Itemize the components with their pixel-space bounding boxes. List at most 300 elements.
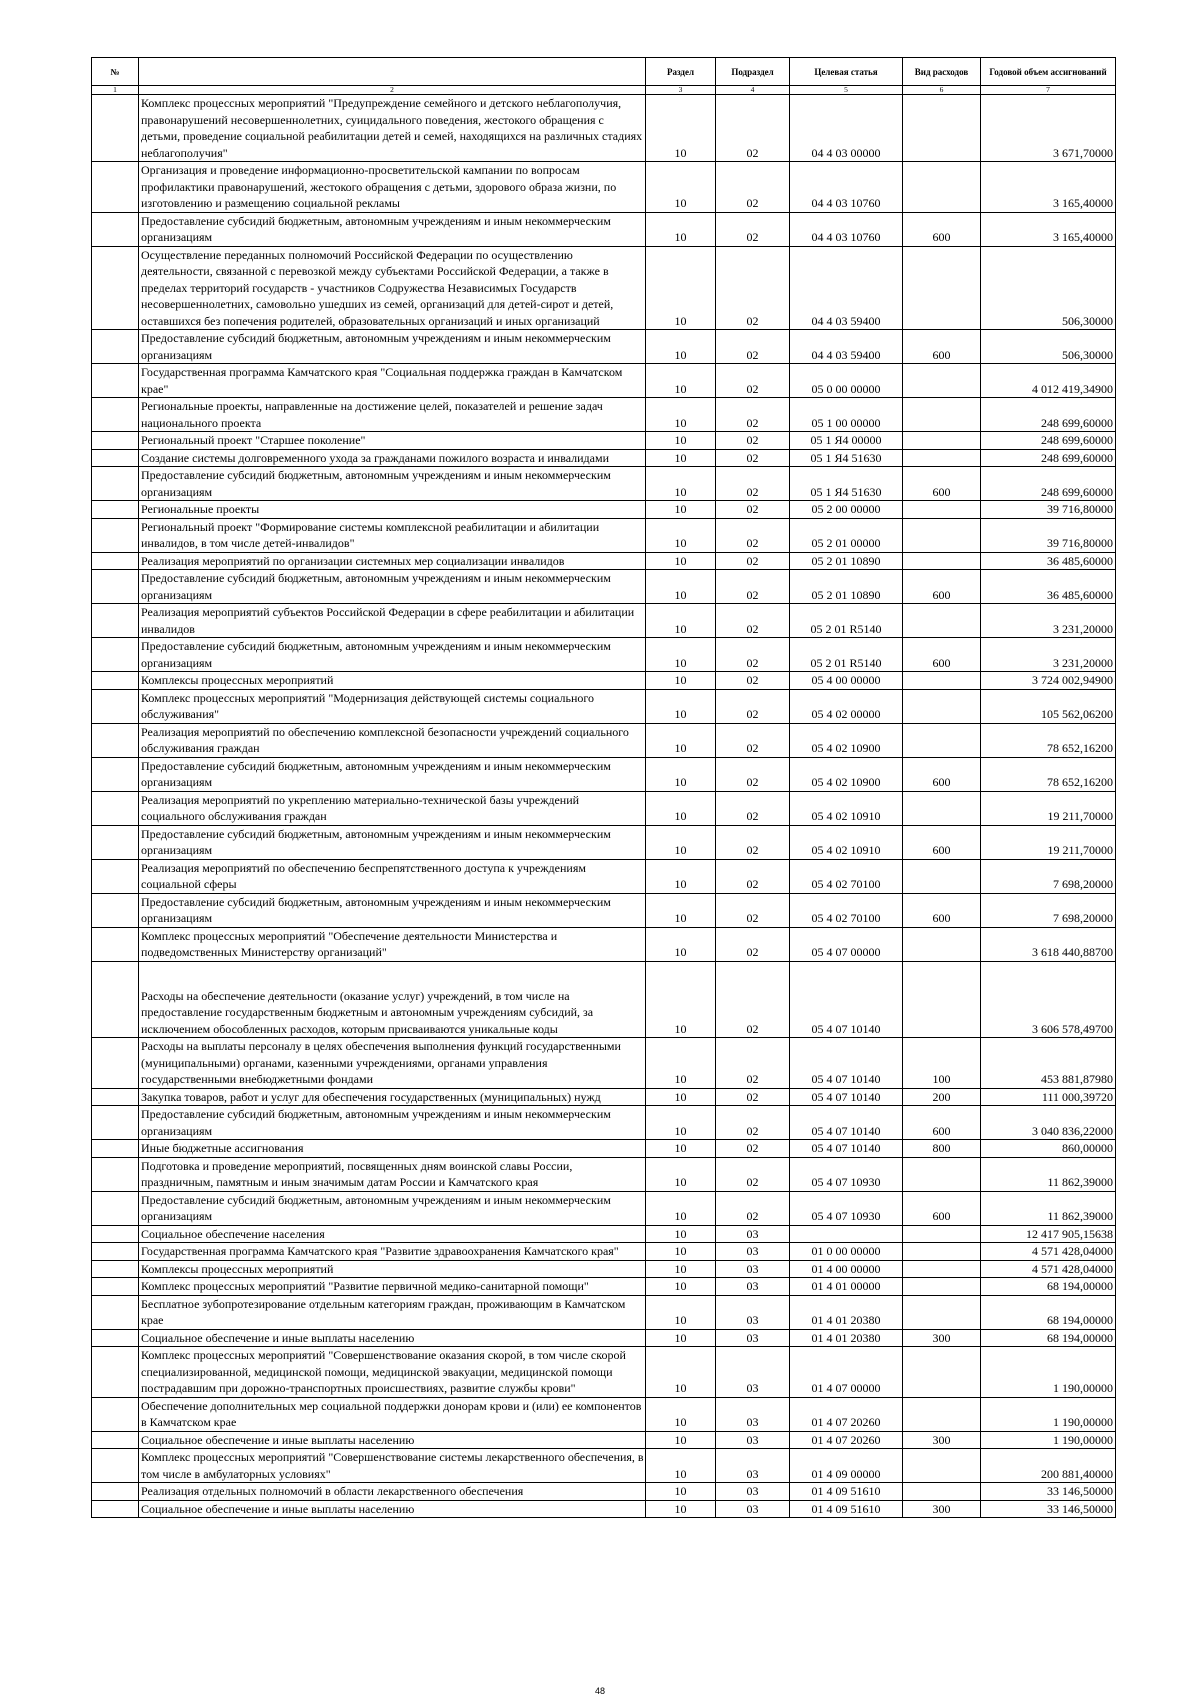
row-expense-type-cell xyxy=(903,1347,981,1398)
row-razdel-cell: 10 xyxy=(646,1260,716,1278)
table-row xyxy=(92,162,1116,213)
row-amount-cell: 248 699,60000 xyxy=(981,432,1116,450)
row-amount-cell: 3 618 440,88700 xyxy=(981,927,1116,961)
row-name-cell: Региональные проекты, направленные на достижение целей, показателей и решение задач национального проекта xyxy=(139,398,646,432)
row-amount-cell: 200 881,40000 xyxy=(981,1449,1116,1483)
row-target-article-cell: 05 2 00 00000 xyxy=(790,501,903,519)
row-razdel-cell: 10 xyxy=(646,212,716,246)
table-row xyxy=(92,689,1116,723)
row-razdel-cell: 10 xyxy=(646,501,716,519)
header-razdel: Раздел xyxy=(646,58,716,86)
row-podrazdel-cell: 02 xyxy=(716,449,790,467)
row-name-cell: Реализация мероприятий субъектов Российской Федерации в сфере реабилитации и абилитации инвалидов xyxy=(139,604,646,638)
row-expense-type-cell xyxy=(903,927,981,961)
row-expense-type-cell: 600 xyxy=(903,467,981,501)
row-target-article-cell: 05 4 07 10140 xyxy=(790,1106,903,1140)
row-razdel-cell: 10 xyxy=(646,1431,716,1449)
row-name-cell: Расходы на выплаты персоналу в целях обеспечения выполнения функций государственными (муниципальными) органами, казенными учреждениями, органами управления государственными внебюджетными фондами xyxy=(139,1038,646,1089)
table-row xyxy=(92,518,1116,552)
row-expense-type-cell xyxy=(903,604,981,638)
row-number-cell xyxy=(92,1329,139,1347)
row-razdel-cell: 10 xyxy=(646,246,716,330)
row-number-cell xyxy=(92,672,139,690)
row-number-cell xyxy=(92,859,139,893)
row-podrazdel-cell: 02 xyxy=(716,518,790,552)
row-name-cell: Реализация мероприятий по обеспечению комплексной безопасности учреждений социального обслуживания граждан xyxy=(139,723,646,757)
row-amount-cell: 506,30000 xyxy=(981,246,1116,330)
table-row xyxy=(92,364,1116,398)
row-podrazdel-cell: 02 xyxy=(716,330,790,364)
column-number: 2 xyxy=(139,86,646,95)
row-number-cell xyxy=(92,1106,139,1140)
column-number: 3 xyxy=(646,86,716,95)
row-razdel-cell: 10 xyxy=(646,467,716,501)
row-name-cell: Региональный проект "Формирование системы комплексной реабилитации и абилитации инвалидов, в том числе детей-инвалидов" xyxy=(139,518,646,552)
row-podrazdel-cell: 02 xyxy=(716,791,790,825)
row-podrazdel-cell: 02 xyxy=(716,689,790,723)
row-razdel-cell: 10 xyxy=(646,1225,716,1243)
row-razdel-cell: 10 xyxy=(646,927,716,961)
row-name-cell: Социальное обеспечение и иные выплаты населению xyxy=(139,1431,646,1449)
row-number-cell xyxy=(92,961,139,1038)
row-razdel-cell: 10 xyxy=(646,672,716,690)
table-row xyxy=(92,432,1116,450)
row-number-cell xyxy=(92,1038,139,1089)
row-amount-cell: 3 231,20000 xyxy=(981,638,1116,672)
row-target-article-cell: 05 0 00 00000 xyxy=(790,364,903,398)
row-amount-cell: 11 862,39000 xyxy=(981,1191,1116,1225)
table-row xyxy=(92,1500,1116,1518)
row-name-cell: Социальное обеспечение и иные выплаты населению xyxy=(139,1329,646,1347)
row-target-article-cell: 04 4 03 59400 xyxy=(790,246,903,330)
row-target-article-cell: 05 4 07 10140 xyxy=(790,1088,903,1106)
row-podrazdel-cell: 02 xyxy=(716,1088,790,1106)
row-name-cell: Реализация отдельных полномочий в области лекарственного обеспечения xyxy=(139,1483,646,1501)
row-razdel-cell: 10 xyxy=(646,1038,716,1089)
row-expense-type-cell xyxy=(903,1260,981,1278)
row-number-cell xyxy=(92,757,139,791)
row-number-cell xyxy=(92,1243,139,1261)
row-name-cell: Создание системы долговременного ухода за гражданами пожилого возраста и инвалидами xyxy=(139,449,646,467)
row-number-cell xyxy=(92,95,139,162)
row-amount-cell: 3 724 002,94900 xyxy=(981,672,1116,690)
row-amount-cell: 68 194,00000 xyxy=(981,1278,1116,1296)
table-row xyxy=(92,449,1116,467)
row-name-cell: Предоставление субсидий бюджетным, автономным учреждениям и иным некоммерческим организациям xyxy=(139,570,646,604)
row-amount-cell: 7 698,20000 xyxy=(981,893,1116,927)
row-razdel-cell: 10 xyxy=(646,893,716,927)
table-row xyxy=(92,1449,1116,1483)
row-razdel-cell: 10 xyxy=(646,638,716,672)
row-expense-type-cell: 600 xyxy=(903,757,981,791)
table-row xyxy=(92,1157,1116,1191)
row-target-article-cell: 04 4 03 10760 xyxy=(790,212,903,246)
row-expense-type-cell xyxy=(903,1278,981,1296)
row-number-cell xyxy=(92,501,139,519)
table-row xyxy=(92,330,1116,364)
row-number-cell xyxy=(92,723,139,757)
row-amount-cell: 11 862,39000 xyxy=(981,1157,1116,1191)
row-number-cell xyxy=(92,518,139,552)
table-row xyxy=(92,757,1116,791)
table-row xyxy=(92,893,1116,927)
row-name-cell: Комплексы процессных мероприятий xyxy=(139,672,646,690)
table-body xyxy=(92,95,1116,1518)
row-amount-cell: 1 190,00000 xyxy=(981,1397,1116,1431)
row-number-cell xyxy=(92,449,139,467)
row-podrazdel-cell: 02 xyxy=(716,1038,790,1089)
row-razdel-cell: 10 xyxy=(646,1157,716,1191)
table-row xyxy=(92,859,1116,893)
row-amount-cell: 4 012 419,34900 xyxy=(981,364,1116,398)
row-podrazdel-cell: 02 xyxy=(716,723,790,757)
row-target-article-cell xyxy=(790,1225,903,1243)
row-amount-cell: 1 190,00000 xyxy=(981,1431,1116,1449)
row-razdel-cell: 10 xyxy=(646,1088,716,1106)
row-razdel-cell: 10 xyxy=(646,961,716,1038)
row-podrazdel-cell: 03 xyxy=(716,1431,790,1449)
row-number-cell xyxy=(92,1347,139,1398)
row-amount-cell: 506,30000 xyxy=(981,330,1116,364)
column-number: 4 xyxy=(716,86,790,95)
table-row xyxy=(92,501,1116,519)
row-name-cell: Предоставление субсидий бюджетным, автономным учреждениям и иным некоммерческим организациям xyxy=(139,757,646,791)
row-amount-cell: 19 211,70000 xyxy=(981,791,1116,825)
table-row xyxy=(92,1483,1116,1501)
row-number-cell xyxy=(92,1397,139,1431)
row-target-article-cell: 05 4 07 00000 xyxy=(790,927,903,961)
row-name-cell: Предоставление субсидий бюджетным, автономным учреждениям и иным некоммерческим организациям xyxy=(139,1106,646,1140)
row-razdel-cell: 10 xyxy=(646,449,716,467)
row-amount-cell: 3 606 578,49700 xyxy=(981,961,1116,1038)
row-number-cell xyxy=(92,1431,139,1449)
row-name-cell: Социальное обеспечение и иные выплаты населению xyxy=(139,1500,646,1518)
header-annual-amount: Годовой объем ассигнований xyxy=(981,58,1116,86)
row-expense-type-cell: 600 xyxy=(903,1191,981,1225)
row-number-cell xyxy=(92,1260,139,1278)
row-razdel-cell: 10 xyxy=(646,604,716,638)
row-amount-cell: 248 699,60000 xyxy=(981,449,1116,467)
row-target-article-cell: 05 4 07 10930 xyxy=(790,1191,903,1225)
row-razdel-cell: 10 xyxy=(646,825,716,859)
row-target-article-cell: 05 1 00 00000 xyxy=(790,398,903,432)
row-target-article-cell: 05 4 07 10140 xyxy=(790,1038,903,1089)
table-row xyxy=(92,246,1116,330)
row-podrazdel-cell: 03 xyxy=(716,1500,790,1518)
row-amount-cell: 78 652,16200 xyxy=(981,723,1116,757)
row-razdel-cell: 10 xyxy=(646,162,716,213)
row-expense-type-cell xyxy=(903,432,981,450)
row-name-cell: Государственная программа Камчатского края "Развитие здравоохранения Камчатского края" xyxy=(139,1243,646,1261)
row-expense-type-cell: 600 xyxy=(903,825,981,859)
row-target-article-cell: 05 4 07 10140 xyxy=(790,961,903,1038)
row-expense-type-cell: 300 xyxy=(903,1431,981,1449)
row-podrazdel-cell: 02 xyxy=(716,467,790,501)
row-target-article-cell: 04 4 03 59400 xyxy=(790,330,903,364)
row-expense-type-cell xyxy=(903,1483,981,1501)
row-expense-type-cell: 600 xyxy=(903,330,981,364)
table-row xyxy=(92,791,1116,825)
row-target-article-cell: 01 4 00 00000 xyxy=(790,1260,903,1278)
column-number: 6 xyxy=(903,86,981,95)
row-expense-type-cell: 600 xyxy=(903,893,981,927)
row-amount-cell: 453 881,87980 xyxy=(981,1038,1116,1089)
row-razdel-cell: 10 xyxy=(646,330,716,364)
row-podrazdel-cell: 02 xyxy=(716,1191,790,1225)
table-row xyxy=(92,1225,1116,1243)
row-amount-cell: 19 211,70000 xyxy=(981,825,1116,859)
row-razdel-cell: 10 xyxy=(646,432,716,450)
row-target-article-cell: 05 4 02 00000 xyxy=(790,689,903,723)
row-amount-cell: 33 146,50000 xyxy=(981,1500,1116,1518)
row-razdel-cell: 10 xyxy=(646,1295,716,1329)
row-name-cell: Комплекс процессных мероприятий "Совершенствование оказания скорой, в том числе скорой специализированной, медицинской помощи, медицинской эвакуации, медицинской помощи пострадавшим при дорожно-транспортных происшествиях, развитие службы крови" xyxy=(139,1347,646,1398)
row-number-cell xyxy=(92,246,139,330)
row-number-cell xyxy=(92,552,139,570)
row-amount-cell: 3 040 836,22000 xyxy=(981,1106,1116,1140)
row-target-article-cell: 01 0 00 00000 xyxy=(790,1243,903,1261)
row-razdel-cell: 10 xyxy=(646,1347,716,1398)
row-podrazdel-cell: 02 xyxy=(716,246,790,330)
row-name-cell: Региональные проекты xyxy=(139,501,646,519)
row-target-article-cell: 05 4 02 10900 xyxy=(790,757,903,791)
row-podrazdel-cell: 02 xyxy=(716,961,790,1038)
row-razdel-cell: 10 xyxy=(646,1140,716,1158)
table-row xyxy=(92,1397,1116,1431)
row-name-cell: Социальное обеспечение населения xyxy=(139,1225,646,1243)
row-expense-type-cell xyxy=(903,552,981,570)
row-target-article-cell: 05 4 02 10910 xyxy=(790,825,903,859)
row-target-article-cell: 01 4 07 20260 xyxy=(790,1431,903,1449)
row-number-cell xyxy=(92,364,139,398)
row-podrazdel-cell: 02 xyxy=(716,364,790,398)
row-number-cell xyxy=(92,212,139,246)
row-target-article-cell: 01 4 07 00000 xyxy=(790,1347,903,1398)
row-target-article-cell: 04 4 03 10760 xyxy=(790,162,903,213)
row-razdel-cell: 10 xyxy=(646,1449,716,1483)
row-expense-type-cell: 200 xyxy=(903,1088,981,1106)
row-razdel-cell: 10 xyxy=(646,518,716,552)
row-expense-type-cell: 600 xyxy=(903,1106,981,1140)
table-row xyxy=(92,1347,1116,1398)
row-target-article-cell: 05 2 01 00000 xyxy=(790,518,903,552)
row-amount-cell: 4 571 428,04000 xyxy=(981,1243,1116,1261)
row-number-cell xyxy=(92,1088,139,1106)
row-amount-cell: 1 190,00000 xyxy=(981,1347,1116,1398)
row-amount-cell: 68 194,00000 xyxy=(981,1329,1116,1347)
row-razdel-cell: 10 xyxy=(646,757,716,791)
row-expense-type-cell: 300 xyxy=(903,1500,981,1518)
row-target-article-cell: 05 4 02 70100 xyxy=(790,859,903,893)
row-expense-type-cell xyxy=(903,518,981,552)
table-row xyxy=(92,1329,1116,1347)
row-target-article-cell: 05 2 01 R5140 xyxy=(790,604,903,638)
table-row xyxy=(92,1038,1116,1089)
table-row xyxy=(92,1278,1116,1296)
row-amount-cell: 36 485,60000 xyxy=(981,552,1116,570)
row-number-cell xyxy=(92,604,139,638)
header-number: № xyxy=(92,58,139,86)
row-name-cell: Предоставление субсидий бюджетным, автономным учреждениям и иным некоммерческим организациям xyxy=(139,825,646,859)
row-expense-type-cell xyxy=(903,246,981,330)
row-razdel-cell: 10 xyxy=(646,1106,716,1140)
row-name-cell: Предоставление субсидий бюджетным, автономным учреждениям и иным некоммерческим организациям xyxy=(139,467,646,501)
row-razdel-cell: 10 xyxy=(646,95,716,162)
row-expense-type-cell xyxy=(903,1157,981,1191)
row-podrazdel-cell: 02 xyxy=(716,757,790,791)
row-number-cell xyxy=(92,638,139,672)
row-podrazdel-cell: 02 xyxy=(716,162,790,213)
row-podrazdel-cell: 02 xyxy=(716,825,790,859)
row-podrazdel-cell: 02 xyxy=(716,501,790,519)
row-amount-cell: 860,00000 xyxy=(981,1140,1116,1158)
table-row xyxy=(92,1140,1116,1158)
row-podrazdel-cell: 02 xyxy=(716,398,790,432)
row-number-cell xyxy=(92,162,139,213)
table-row xyxy=(92,961,1116,1038)
row-name-cell: Комплекс процессных мероприятий "Обеспечение деятельности Министерства и подведомственных Министерству организаций" xyxy=(139,927,646,961)
row-podrazdel-cell: 03 xyxy=(716,1329,790,1347)
row-amount-cell: 248 699,60000 xyxy=(981,398,1116,432)
header-target-article: Целевая статья xyxy=(790,58,903,86)
row-number-cell xyxy=(92,398,139,432)
row-target-article-cell: 05 4 07 10140 xyxy=(790,1140,903,1158)
row-podrazdel-cell: 02 xyxy=(716,1157,790,1191)
row-expense-type-cell xyxy=(903,398,981,432)
row-podrazdel-cell: 03 xyxy=(716,1295,790,1329)
row-number-cell xyxy=(92,570,139,604)
row-number-cell xyxy=(92,1191,139,1225)
row-target-article-cell: 05 1 Я4 51630 xyxy=(790,467,903,501)
row-name-cell: Государственная программа Камчатского края "Социальная поддержка граждан в Камчатском крае" xyxy=(139,364,646,398)
row-razdel-cell: 10 xyxy=(646,552,716,570)
table-row xyxy=(92,927,1116,961)
row-amount-cell: 3 671,70000 xyxy=(981,95,1116,162)
row-podrazdel-cell: 02 xyxy=(716,552,790,570)
row-target-article-cell: 04 4 03 00000 xyxy=(790,95,903,162)
row-amount-cell: 7 698,20000 xyxy=(981,859,1116,893)
table-row xyxy=(92,825,1116,859)
row-podrazdel-cell: 02 xyxy=(716,1140,790,1158)
table-row xyxy=(92,398,1116,432)
row-podrazdel-cell: 03 xyxy=(716,1278,790,1296)
table-row xyxy=(92,570,1116,604)
row-target-article-cell: 05 2 01 R5140 xyxy=(790,638,903,672)
row-podrazdel-cell: 02 xyxy=(716,672,790,690)
row-amount-cell: 111 000,39720 xyxy=(981,1088,1116,1106)
table-row xyxy=(92,1191,1116,1225)
row-razdel-cell: 10 xyxy=(646,1329,716,1347)
row-number-cell xyxy=(92,1225,139,1243)
row-target-article-cell: 05 2 01 10890 xyxy=(790,570,903,604)
row-target-article-cell: 01 4 01 00000 xyxy=(790,1278,903,1296)
row-razdel-cell: 10 xyxy=(646,1397,716,1431)
row-expense-type-cell xyxy=(903,961,981,1038)
header-expense-type: Вид расходов xyxy=(903,58,981,86)
row-podrazdel-cell: 02 xyxy=(716,859,790,893)
table-row xyxy=(92,467,1116,501)
budget-table xyxy=(91,57,1116,1518)
row-expense-type-cell: 300 xyxy=(903,1329,981,1347)
row-name-cell: Комплекс процессных мероприятий "Предупреждение семейного и детского неблагополучия, правонарушений несовершеннолетних, суицидального поведения, жестокого обращения с детьми, проведение социальной реабилитации детей и семей, находящихся на различных стадиях неблагополучия" xyxy=(139,95,646,162)
row-target-article-cell: 01 4 07 20260 xyxy=(790,1397,903,1431)
row-podrazdel-cell: 02 xyxy=(716,432,790,450)
column-number: 1 xyxy=(92,86,139,95)
row-razdel-cell: 10 xyxy=(646,791,716,825)
row-podrazdel-cell: 02 xyxy=(716,893,790,927)
row-podrazdel-cell: 03 xyxy=(716,1225,790,1243)
row-expense-type-cell xyxy=(903,95,981,162)
row-name-cell: Реализация мероприятий по обеспечению беспрепятственного доступа к учреждениям социальной сферы xyxy=(139,859,646,893)
row-target-article-cell: 05 2 01 10890 xyxy=(790,552,903,570)
row-target-article-cell: 05 1 Я4 51630 xyxy=(790,449,903,467)
table-row xyxy=(92,604,1116,638)
row-expense-type-cell xyxy=(903,501,981,519)
row-target-article-cell: 05 4 07 10930 xyxy=(790,1157,903,1191)
row-podrazdel-cell: 02 xyxy=(716,212,790,246)
row-expense-type-cell xyxy=(903,1225,981,1243)
row-podrazdel-cell: 02 xyxy=(716,638,790,672)
row-name-cell: Комплекс процессных мероприятий "Совершенствование системы лекарственного обеспечения, в том числе в амбулаторных условиях" xyxy=(139,1449,646,1483)
row-number-cell xyxy=(92,467,139,501)
row-number-cell xyxy=(92,1140,139,1158)
header-name xyxy=(139,58,646,86)
row-expense-type-cell: 800 xyxy=(903,1140,981,1158)
page-number: 48 xyxy=(594,1686,605,1696)
row-podrazdel-cell: 03 xyxy=(716,1483,790,1501)
row-podrazdel-cell: 02 xyxy=(716,1106,790,1140)
row-razdel-cell: 10 xyxy=(646,1500,716,1518)
row-razdel-cell: 10 xyxy=(646,1191,716,1225)
row-amount-cell: 68 194,00000 xyxy=(981,1295,1116,1329)
row-number-cell xyxy=(92,330,139,364)
column-number: 5 xyxy=(790,86,903,95)
row-expense-type-cell: 600 xyxy=(903,638,981,672)
row-target-article-cell: 01 4 09 00000 xyxy=(790,1449,903,1483)
column-number-row xyxy=(92,86,1116,95)
row-target-article-cell: 05 4 02 10910 xyxy=(790,791,903,825)
table-row xyxy=(92,1243,1116,1261)
row-expense-type-cell xyxy=(903,364,981,398)
row-name-cell: Реализация мероприятий по укреплению материально-технической базы учреждений социального обслуживания граждан xyxy=(139,791,646,825)
row-razdel-cell: 10 xyxy=(646,1278,716,1296)
row-target-article-cell: 05 4 00 00000 xyxy=(790,672,903,690)
row-number-cell xyxy=(92,791,139,825)
row-target-article-cell: 01 4 01 20380 xyxy=(790,1295,903,1329)
row-name-cell: Региональный проект "Старшее поколение" xyxy=(139,432,646,450)
row-name-cell: Предоставление субсидий бюджетным, автономным учреждениям и иным некоммерческим организациям xyxy=(139,638,646,672)
row-number-cell xyxy=(92,1278,139,1296)
row-target-article-cell: 01 4 09 51610 xyxy=(790,1500,903,1518)
row-number-cell xyxy=(92,1449,139,1483)
row-number-cell xyxy=(92,927,139,961)
row-name-cell: Осуществление переданных полномочий Российской Федерации по осуществлению деятельности, связанной с перевозкой между субъектами Российской Федерации, а также в пределах территорий государств - участников Содружества Независимых Государств несовершеннолетних, самовольно ушедших из семей, организаций для детей-сирот и детей, оставшихся без попечения родителей, образовательных организаций и иных организаций xyxy=(139,246,646,330)
row-podrazdel-cell: 02 xyxy=(716,927,790,961)
table-row xyxy=(92,638,1116,672)
row-target-article-cell: 05 4 02 10900 xyxy=(790,723,903,757)
row-expense-type-cell xyxy=(903,1295,981,1329)
row-number-cell xyxy=(92,432,139,450)
row-expense-type-cell: 100 xyxy=(903,1038,981,1089)
row-amount-cell: 39 716,80000 xyxy=(981,518,1116,552)
row-number-cell xyxy=(92,1500,139,1518)
row-razdel-cell: 10 xyxy=(646,723,716,757)
row-podrazdel-cell: 03 xyxy=(716,1347,790,1398)
row-name-cell: Закупка товаров, работ и услуг для обеспечения государственных (муниципальных) нужд xyxy=(139,1088,646,1106)
header-row xyxy=(92,58,1116,86)
row-name-cell: Реализация мероприятий по организации системных мер социализации инвалидов xyxy=(139,552,646,570)
row-expense-type-cell xyxy=(903,859,981,893)
